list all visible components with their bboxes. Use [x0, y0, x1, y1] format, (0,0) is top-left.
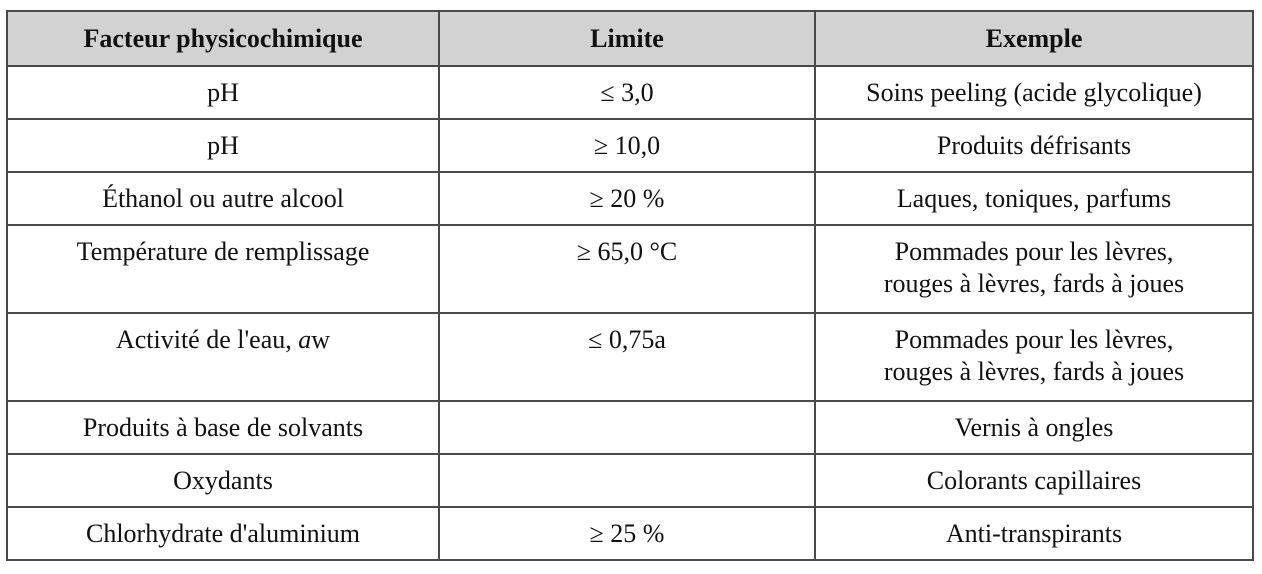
cell-limit: ≥ 10,0	[439, 119, 815, 172]
header-limit: Limite	[439, 11, 815, 66]
cell-example-line: rouges à lèvres, fards à joues	[883, 357, 1185, 386]
physicochemical-limits-table	[6, 10, 1254, 561]
cell-example-line: Anti-transpirants	[945, 519, 1123, 548]
cell-limit: ≥ 65,0 °C	[439, 225, 815, 313]
cell-example-line: Colorants capillaires	[926, 466, 1142, 495]
cell-factor-text: Activité de l'eau,	[115, 325, 299, 354]
cell-example	[815, 66, 1253, 119]
cell-example	[815, 313, 1253, 401]
cell-limit	[439, 454, 815, 507]
cell-factor-suffix: w	[311, 325, 331, 354]
cell-factor	[7, 313, 439, 401]
table-row	[7, 401, 1253, 454]
cell-factor-italic: a	[298, 325, 312, 354]
cell-example-line: Vernis à ongles	[954, 413, 1114, 442]
table-header-row	[7, 11, 1253, 66]
cell-example	[815, 119, 1253, 172]
cell-example	[815, 454, 1253, 507]
cell-example-line: Laques, toniques, parfums	[896, 184, 1172, 213]
cell-factor: Produits à base de solvants	[7, 401, 439, 454]
cell-factor: pH	[7, 66, 439, 119]
cell-limit	[439, 401, 815, 454]
cell-factor: Oxydants	[7, 454, 439, 507]
table-row	[7, 225, 1253, 313]
cell-factor: Chlorhydrate d'aluminium	[7, 507, 439, 560]
cell-example-line: Pommades pour les lèvres,	[894, 237, 1174, 266]
cell-example-line: rouges à lèvres, fards à joues	[883, 269, 1185, 298]
cell-limit: ≤ 3,0	[439, 66, 815, 119]
table-row	[7, 454, 1253, 507]
table-row	[7, 66, 1253, 119]
table-row	[7, 172, 1253, 225]
table-row	[7, 507, 1253, 560]
cell-limit: ≥ 25 %	[439, 507, 815, 560]
cell-example	[815, 225, 1253, 313]
cell-example-line: Soins peeling (acide glycolique)	[866, 78, 1202, 107]
header-example: Exemple	[815, 11, 1253, 66]
table-row	[7, 119, 1253, 172]
cell-factor: Éthanol ou autre alcool	[7, 172, 439, 225]
cell-example	[815, 172, 1253, 225]
header-factor: Facteur physicochimique	[7, 11, 439, 66]
cell-factor: Température de remplissage	[7, 225, 439, 313]
cell-example	[815, 401, 1253, 454]
cell-example-line: Produits défrisants	[936, 131, 1132, 160]
table-row	[7, 313, 1253, 401]
cell-example-line: Pommades pour les lèvres,	[894, 325, 1174, 354]
cell-limit: ≤ 0,75a	[439, 313, 815, 401]
cell-limit: ≥ 20 %	[439, 172, 815, 225]
cell-factor: pH	[7, 119, 439, 172]
cell-example	[815, 507, 1253, 560]
